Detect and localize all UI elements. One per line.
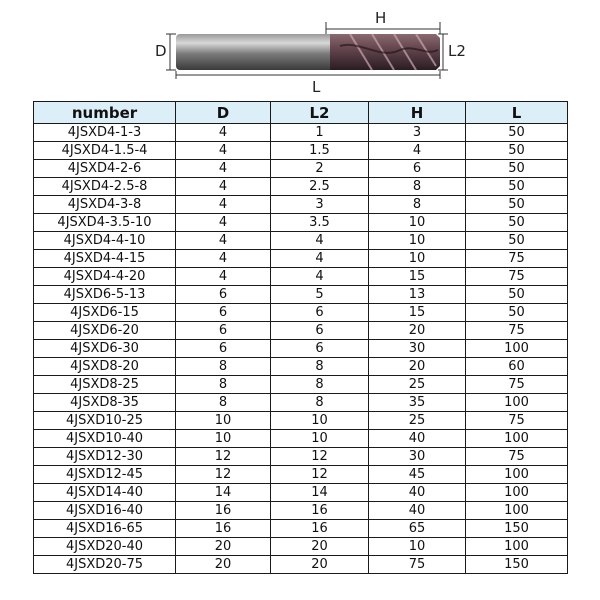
table-row [34,250,568,268]
cell-d: 12 [176,448,271,466]
cell-l: 50 [466,124,568,142]
cell-d: 20 [176,556,271,574]
cell-l: 50 [466,232,568,250]
cell-l2: 6 [271,304,369,322]
cell-number: 4JSXD10-25 [34,412,176,430]
cell-h: 30 [369,340,466,358]
cell-l: 75 [466,268,568,286]
cell-h: 8 [369,178,466,196]
cell-l2: 8 [271,394,369,412]
table-row [34,394,568,412]
cell-number: 4JSXD6-15 [34,304,176,322]
cell-number: 4JSXD14-40 [34,484,176,502]
table-row [34,430,568,448]
cell-h: 10 [369,250,466,268]
cell-number: 4JSXD4-1-3 [34,124,176,142]
cell-d: 6 [176,286,271,304]
table-row [34,322,568,340]
cell-l: 50 [466,214,568,232]
cell-l2: 5 [271,286,369,304]
cell-d: 6 [176,340,271,358]
cell-l2: 6 [271,322,369,340]
cell-d: 4 [176,178,271,196]
table-row [34,412,568,430]
cell-h: 6 [369,160,466,178]
cell-d: 4 [176,232,271,250]
cell-number: 4JSXD6-20 [34,322,176,340]
cell-l2: 4 [271,232,369,250]
cell-l2: 3.5 [271,214,369,232]
cell-number: 4JSXD4-4-10 [34,232,176,250]
cell-h: 10 [369,214,466,232]
cell-d: 8 [176,394,271,412]
cell-number: 4JSXD12-30 [34,448,176,466]
cell-h: 3 [369,124,466,142]
cell-l: 75 [466,412,568,430]
cell-l2: 14 [271,484,369,502]
cell-number: 4JSXD20-40 [34,538,176,556]
cell-l: 50 [466,304,568,322]
cell-h: 20 [369,358,466,376]
cell-l: 50 [466,286,568,304]
header-number: number [34,102,176,124]
cell-d: 10 [176,412,271,430]
cell-l2: 10 [271,412,369,430]
cell-h: 45 [369,466,466,484]
cell-d: 4 [176,196,271,214]
cell-d: 8 [176,358,271,376]
cell-l2: 20 [271,538,369,556]
cell-d: 6 [176,304,271,322]
cell-h: 25 [369,376,466,394]
cell-h: 40 [369,502,466,520]
cell-number: 4JSXD4-3-8 [34,196,176,214]
cell-l: 50 [466,196,568,214]
d-label: D [155,42,167,60]
spec-table [33,101,568,574]
header-h: H [369,102,466,124]
cell-l2: 3 [271,196,369,214]
cell-d: 20 [176,538,271,556]
header-l2: L2 [271,102,369,124]
cell-l: 75 [466,376,568,394]
h-label: H [375,9,387,27]
cell-l2: 6 [271,340,369,358]
cell-h: 10 [369,538,466,556]
table-row [34,538,568,556]
cell-l: 50 [466,178,568,196]
cell-number: 4JSXD4-2-6 [34,160,176,178]
cell-d: 4 [176,268,271,286]
cell-h: 65 [369,520,466,538]
table-row [34,142,568,160]
cell-l: 75 [466,250,568,268]
cell-l2: 8 [271,358,369,376]
cell-l2: 20 [271,556,369,574]
cell-l: 60 [466,358,568,376]
cell-h: 40 [369,430,466,448]
cell-h: 8 [369,196,466,214]
table-row [34,178,568,196]
table-row [34,358,568,376]
header-l: L [466,102,568,124]
cell-h: 15 [369,268,466,286]
cell-l2: 12 [271,466,369,484]
cell-number: 4JSXD4-2.5-8 [34,178,176,196]
cell-l2: 1.5 [271,142,369,160]
cell-l: 75 [466,448,568,466]
cell-h: 15 [369,304,466,322]
end-mill-diagram [0,0,600,100]
shank [176,34,336,70]
cell-h: 30 [369,448,466,466]
cell-l2: 8 [271,376,369,394]
table-row [34,304,568,322]
cell-l: 75 [466,322,568,340]
cell-l: 50 [466,160,568,178]
cell-d: 16 [176,520,271,538]
table-row [34,484,568,502]
cell-d: 4 [176,124,271,142]
table-row [34,268,568,286]
l2-label: L2 [448,42,466,60]
table-row [34,376,568,394]
table-row [34,286,568,304]
cell-l: 100 [466,502,568,520]
table-row [34,466,568,484]
cell-number: 4JSXD6-30 [34,340,176,358]
table-row [34,160,568,178]
cell-number: 4JSXD8-20 [34,358,176,376]
table-row [34,556,568,574]
cell-d: 14 [176,484,271,502]
cell-l2: 16 [271,502,369,520]
cell-d: 16 [176,502,271,520]
cell-number: 4JSXD4-4-15 [34,250,176,268]
cell-l2: 1 [271,124,369,142]
cell-h: 4 [369,142,466,160]
cell-number: 4JSXD8-25 [34,376,176,394]
cell-d: 4 [176,160,271,178]
l-label: L [312,78,321,96]
table-row [34,520,568,538]
cell-number: 4JSXD12-45 [34,466,176,484]
header-d: D [176,102,271,124]
header-row [34,102,568,124]
cell-h: 25 [369,412,466,430]
cell-h: 20 [369,322,466,340]
cell-number: 4JSXD4-4-20 [34,268,176,286]
table-row [34,124,568,142]
cell-l: 50 [466,142,568,160]
cell-l2: 4 [271,250,369,268]
end-mill-drawing [0,0,600,100]
cell-h: 35 [369,394,466,412]
cell-d: 4 [176,250,271,268]
table-row [34,232,568,250]
table-row [34,502,568,520]
cell-l: 150 [466,520,568,538]
cell-number: 4JSXD6-5-13 [34,286,176,304]
cell-l: 100 [466,538,568,556]
cell-d: 4 [176,214,271,232]
cell-l2: 12 [271,448,369,466]
cell-d: 4 [176,142,271,160]
cell-h: 10 [369,232,466,250]
table-row [34,196,568,214]
cell-number: 4JSXD4-3.5-10 [34,214,176,232]
cell-number: 4JSXD16-40 [34,502,176,520]
cell-l2: 4 [271,268,369,286]
cell-l2: 2 [271,160,369,178]
cell-l: 100 [466,340,568,358]
cell-l2: 10 [271,430,369,448]
table-row [34,340,568,358]
cell-l: 100 [466,466,568,484]
cell-d: 10 [176,430,271,448]
cell-h: 13 [369,286,466,304]
cell-number: 4JSXD4-1.5-4 [34,142,176,160]
cell-l: 100 [466,394,568,412]
cell-d: 6 [176,322,271,340]
cell-number: 4JSXD8-35 [34,394,176,412]
cell-h: 75 [369,556,466,574]
cell-l2: 2.5 [271,178,369,196]
cell-l: 100 [466,484,568,502]
cell-l: 150 [466,556,568,574]
cell-d: 12 [176,466,271,484]
table-row [34,448,568,466]
cell-number: 4JSXD10-40 [34,430,176,448]
cell-h: 40 [369,484,466,502]
cell-l2: 16 [271,520,369,538]
cell-number: 4JSXD20-75 [34,556,176,574]
cell-d: 8 [176,376,271,394]
table-row [34,214,568,232]
cell-number: 4JSXD16-65 [34,520,176,538]
cell-l: 100 [466,430,568,448]
